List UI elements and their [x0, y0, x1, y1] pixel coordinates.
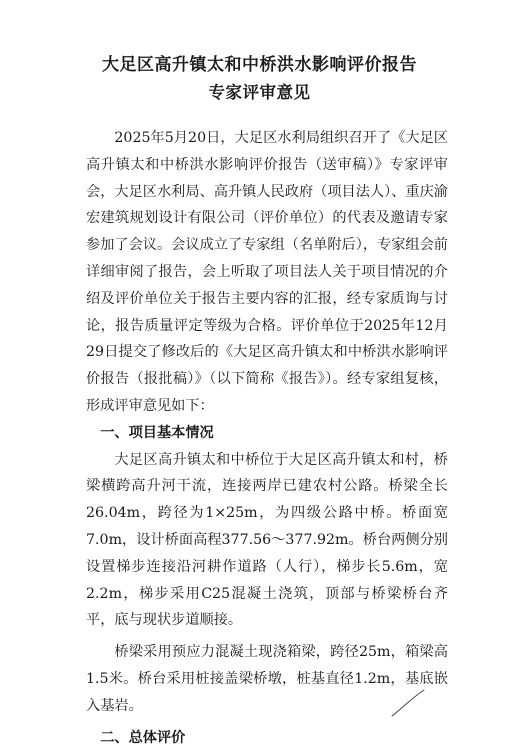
section-heading-project-info: 一、项目基本情况 [100, 424, 214, 441]
intro-paragraph: 2025年5月20日，大足区水利局组织召开了《大足区高升镇太和中桥洪水影响评价报告（送审稿）》专家评审会，大足区水利局、高升镇人民政府（项目法人）、重庆渝宏建筑规划设计有限公司（评价单位）的代表及邀请专家参加了会议。会议成立了专家组（名单附后），专家组会前详细审阅了报告，会上听取了项目法人关于项目情况的介绍及评价单位关于报告主要内容的汇报，经专家质询与讨论，报告质量评定等级为合格。评价单位于2025年12月29日提交了修改后的《大足区高升镇太和中桥洪水影响评价报告（报批稿）》（以下简称《报告》）。经专家组复核，形成评审意见如下： [86, 130, 448, 414]
document-body [86, 125, 448, 751]
bridge-structure-paragraph: 桥梁采用预应力混凝土现浇箱梁，跨径25m，箱梁高1.5米。桥台采用桩接盖梁桥墩，桩基直径1.2m，基底嵌入基岩。 [86, 644, 448, 714]
project-description-paragraph: 大足区高升镇太和中桥位于大足区高升镇太和村，桥梁横跨高升河干流，连接两岸已建农村公路。桥梁全长26.04m，跨径为1×25m，为四级公路中桥。桥面宽7.0m，设计桥面高程377.56～377.92m。桥台两侧分别设置梯步连接沿河耕作道路（人行），梯步长5.6m，宽2.2m，梯步采用C25混凝土浇筑，顶部与桥梁桥台齐平，底与现状步道顺接。 [86, 451, 448, 629]
document-title: 大足区高升镇太和中桥洪水影响评价报告 [102, 55, 417, 75]
pen-stroke-mark [390, 688, 426, 718]
section-heading-overall-evaluation: 二、总体评价 [100, 729, 186, 746]
document-subtitle: 专家评审意见 [208, 83, 311, 102]
